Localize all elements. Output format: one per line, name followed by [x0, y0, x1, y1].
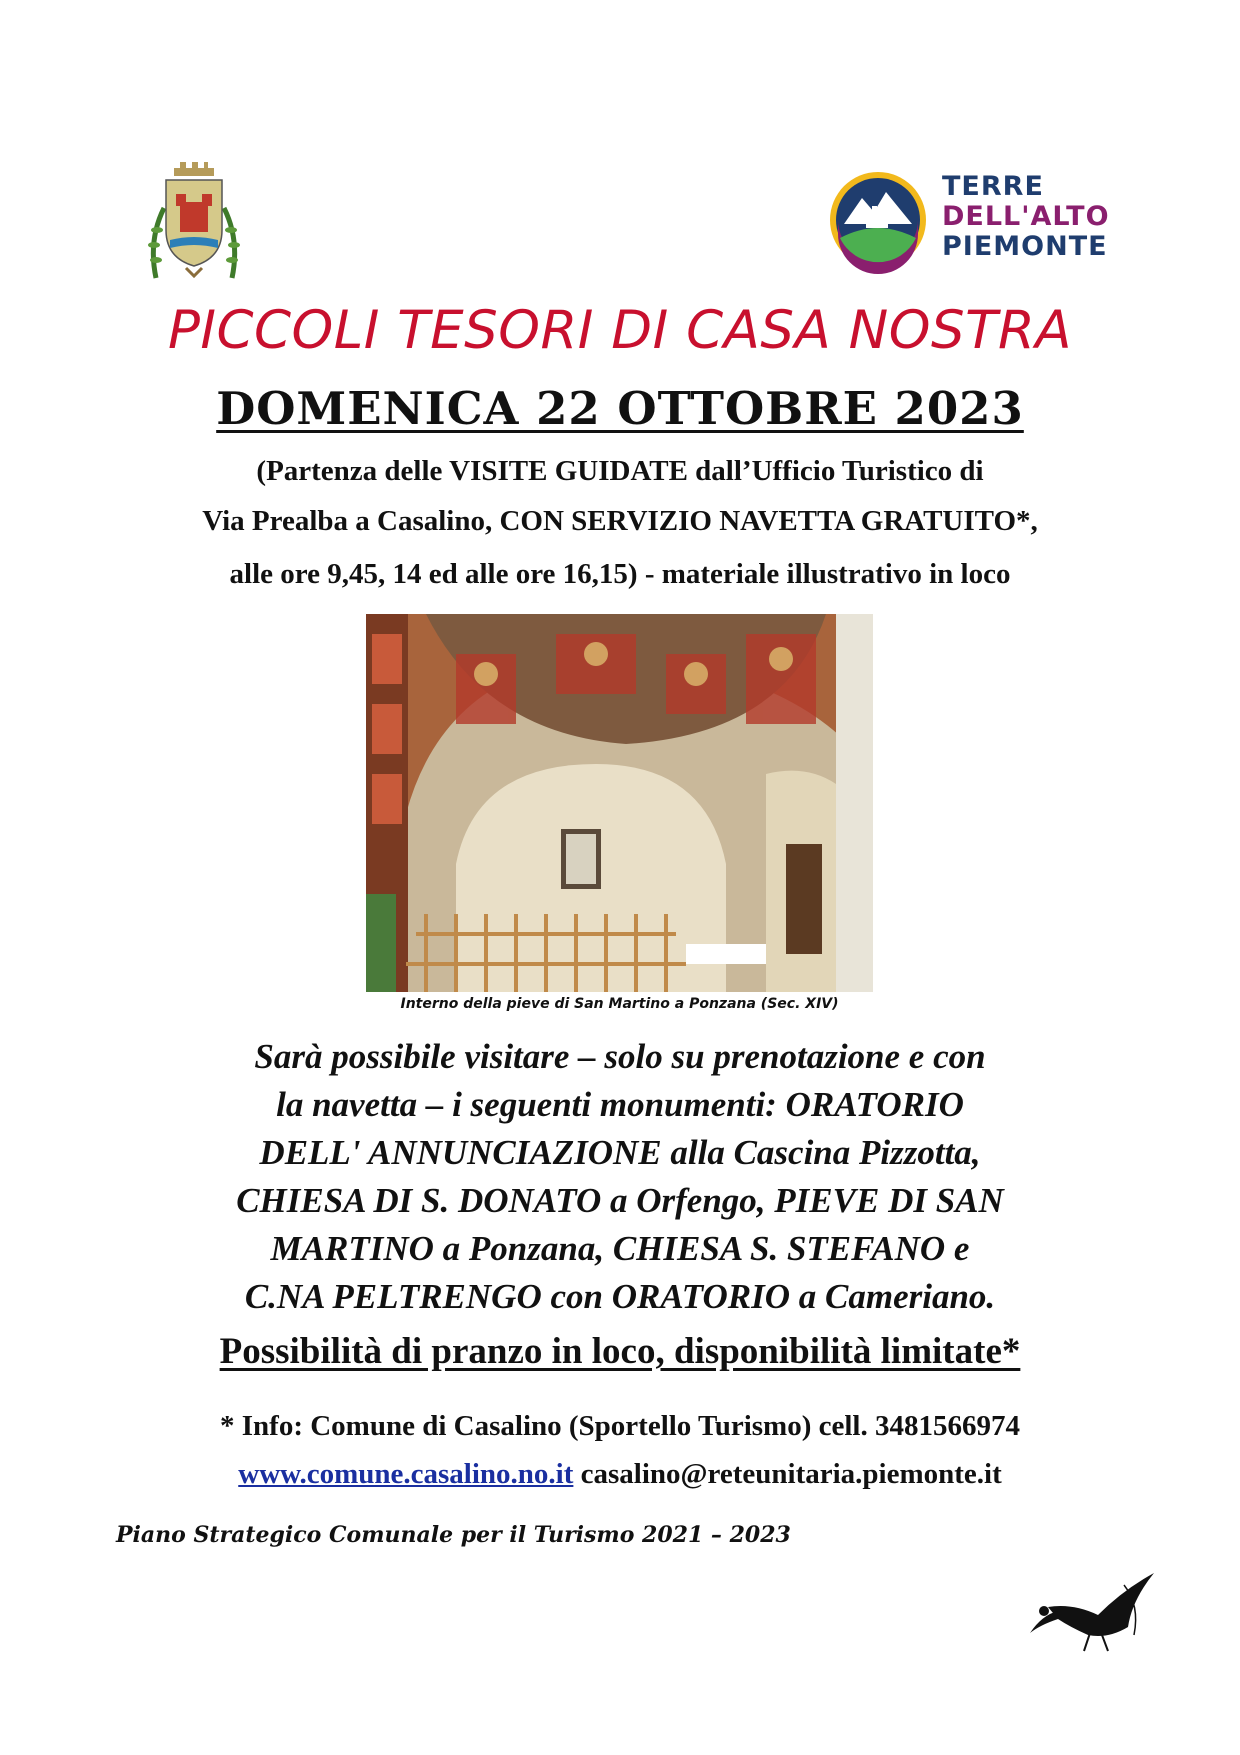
lunch-notice: Possibilità di pranzo in loco, disponibilità limitate*	[219, 1331, 1021, 1372]
logo-line-terre: TERRE	[942, 171, 1044, 202]
photo-caption: Interno della pieve di San Martino a Ponzana (Sec. XIV)	[400, 996, 839, 1012]
info-line: (Partenza delle VISITE GUIDATE dall’Ufficio Turistico di	[256, 455, 984, 487]
logo-line-piemonte: PIEMONTE	[942, 231, 1108, 262]
email-address: casalino@reteunitaria.piemonte.it	[580, 1458, 1002, 1490]
logo-text	[942, 172, 1110, 262]
info-line: alle ore 9,45, 14 ed alle ore 16,15) - materiale illustrativo in loco	[229, 558, 1011, 590]
monuments-line: CHIESA DI S. DONATO a Orfengo, PIEVE DI SAN	[236, 1181, 1004, 1220]
church-interior-photo	[366, 614, 873, 992]
page-title: PICCOLI TESORI DI CASA NOSTRA	[167, 300, 1073, 361]
monuments-line: la navetta – i seguenti monumenti: ORATORIO	[276, 1085, 964, 1124]
event-date: DOMENICA 22 OTTOBRE 2023	[216, 382, 1024, 435]
plan-footer: Piano Strategico Comunale per il Turismo 2021 – 2023	[116, 1522, 791, 1548]
heron-bird-icon	[1028, 1555, 1160, 1653]
website-link[interactable]: www.comune.casalino.no.it	[238, 1458, 574, 1490]
coat-of-arms-icon	[146, 160, 242, 282]
monuments-line: MARTINO a Ponzana, CHIESA S. STEFANO e	[270, 1229, 970, 1268]
web-contact-line	[0, 1458, 1240, 1491]
info-line: Via Prealba a Casalino, CON SERVIZIO NAVETTA GRATUITO*,	[202, 505, 1038, 537]
logo-line-alto: DELL'ALTO	[942, 201, 1110, 232]
monuments-line: Sarà possibile visitare – solo su prenotazione e con	[254, 1037, 986, 1076]
contact-info: * Info: Comune di Casalino (Sportello Turismo) cell. 3481566974	[220, 1410, 1020, 1442]
monuments-line: C.NA PELTRENGO con ORATORIO a Cameriano.	[244, 1277, 996, 1316]
monuments-line: DELL' ANNUNCIAZIONE alla Cascina Pizzotta,	[259, 1133, 981, 1172]
